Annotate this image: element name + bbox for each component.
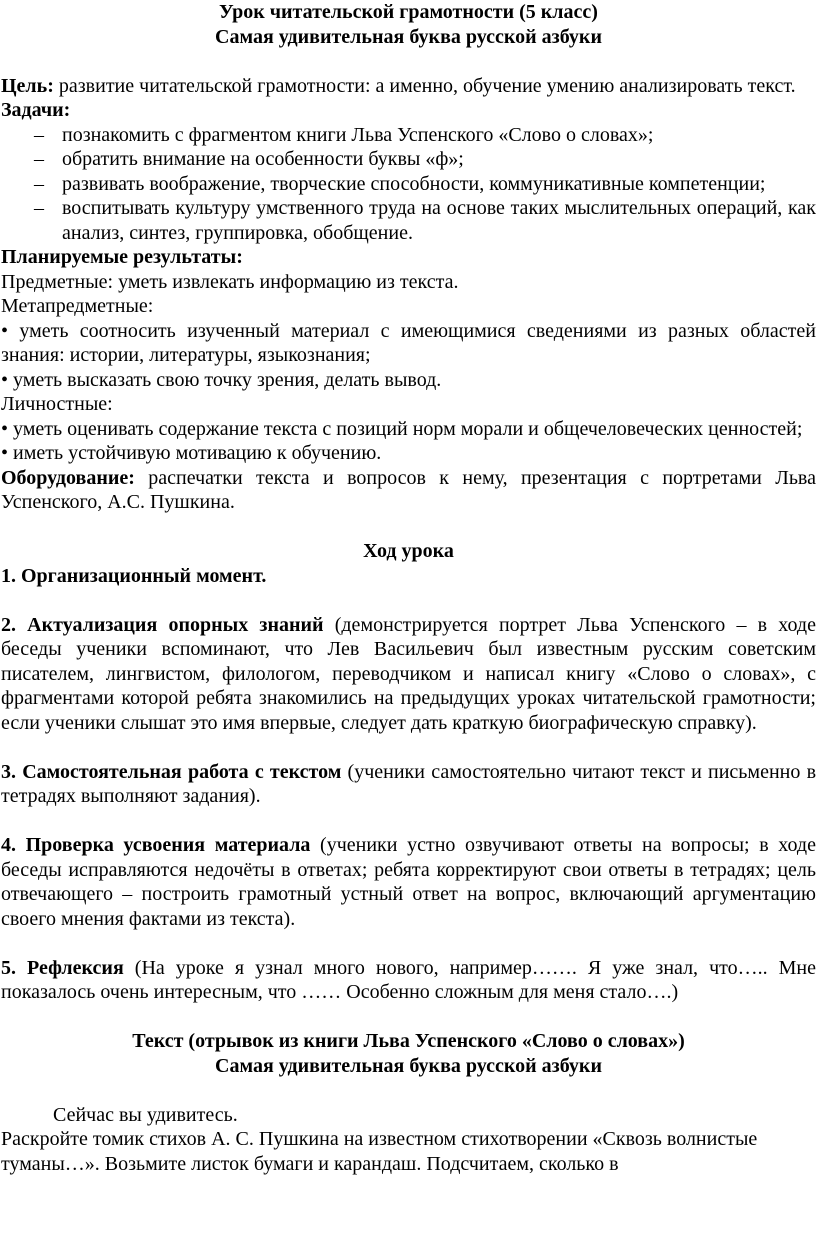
- results-personal-item: • иметь устойчивую мотивацию к обучению.: [1, 442, 382, 464]
- dash-bullet: –: [34, 172, 44, 195]
- lesson-step-5: 5. Рефлексия (На уроке я узнал много нового, например……. Я уже знал, что….. Мне показалось очень интересным, что …… Особенно сложным для меня стало….): [1, 956, 816, 1003]
- spacer: [1, 515, 816, 540]
- dash-bullet: –: [34, 197, 44, 219]
- text-paragraph: Сейчас вы удивитесь.: [53, 1103, 238, 1126]
- goal-text: развитие читательской грамотности: а именно, обучение умению анализировать текст.: [53, 74, 796, 97]
- goal-paragraph: [1, 74, 816, 99]
- results-meta-item: • уметь высказать свою точку зрения, делать вывод.: [1, 368, 442, 391]
- results-meta-label: Метапредметные:: [1, 295, 154, 317]
- results-subject: Предметные: уметь извлекать информацию из текста.: [1, 270, 459, 293]
- dash-bullet: –: [34, 148, 44, 170]
- spacer: [1, 735, 816, 760]
- spacer: [1, 1078, 816, 1103]
- tasks-heading: Задачи:: [1, 99, 71, 121]
- results-heading: Планируемые результаты:: [1, 246, 243, 268]
- lesson-step-1: 1. Организационный момент.: [1, 564, 267, 587]
- equipment-label: Оборудование:: [1, 466, 135, 489]
- text-heading: Текст (отрывок из книги Льва Успенского «Слово о словах»): [132, 1030, 685, 1052]
- goal-label: Цель:: [1, 74, 54, 97]
- results-personal-label: Личностные:: [1, 393, 113, 415]
- lesson-step-2: 2. Актуализация опорных знаний (демонстрируется портрет Льва Успенского – в ходе беседы ученики вспоминают, что Лев Васильевич был известным русским советским писателем, лингвистом, филологом, переводчиком и написал книгу «Слово о словах», с фрагментами которой ребята знакомились на предыдущих уроках читательской грамотности; если ученики слышат это имя впервые, следует дать краткую биографическую справку).: [1, 613, 816, 734]
- results-personal-item: • уметь оценивать содержание текста с позиций норм морали и общечеловеческих ценностей;: [1, 417, 803, 440]
- spacer: [1, 931, 816, 956]
- page-subtitle: Самая удивительная буква русской азбуки: [215, 25, 602, 48]
- dash-bullet: –: [34, 123, 44, 146]
- lesson-step-4: 4. Проверка усвоения материала (ученики устно озвучивают ответы на вопросы; в ходе беседы исправляются недочёты в ответах; ребята корректируют свои ответы в тетрадях; цель отвечающего – построить грамотный устный ответ на вопрос, включающий аргументацию своего мнения фактами из текста).: [1, 834, 816, 930]
- lesson-step-3: 3. Самостоятельная работа с текстом (ученики самостоятельно читают текст и письменно в тетрадях выполняют задания).: [1, 760, 816, 807]
- spacer: [1, 49, 816, 74]
- spacer: [1, 1005, 816, 1030]
- text-paragraph-line: Раскройте томик стихов А. С. Пушкина на известном стихотворении «Сквозь волнистые: [1, 1128, 758, 1150]
- spacer: [1, 809, 816, 834]
- results-meta-item: • уметь соотносить изученный материал с имеющимися сведениями из разных областей знания: истории, литературы, языкознания;: [1, 319, 816, 366]
- lesson-heading: Ход урока: [363, 540, 454, 562]
- equipment-paragraph: Оборудование: распечатки текста и вопросов к нему, презентация с портретами Льва Успенского, А.С. Пушкина.: [1, 466, 816, 513]
- list-item: – обратить внимание на особенности буквы «ф»;: [34, 148, 464, 170]
- page-title: Урок читательской грамотности (5 класс): [219, 1, 598, 23]
- list-item: – воспитывать культуру умственного труда на основе таких мыслительных операций, как анализ, синтез, группировка, обобщение.: [34, 197, 816, 244]
- spacer: [1, 588, 816, 613]
- tasks-list: [1, 123, 816, 246]
- list-item: – познакомить с фрагментом книги Льва Успенского «Слово о словах»;: [34, 123, 654, 146]
- text-subheading: Самая удивительная буква русской азбуки: [215, 1054, 602, 1077]
- text-paragraph-line: туманы…». Возьмите листок бумаги и карандаш. Подсчитаем, сколько в: [1, 1152, 619, 1175]
- list-item: – развивать воображение, творческие способности, коммуникативные компетенции;: [34, 172, 766, 195]
